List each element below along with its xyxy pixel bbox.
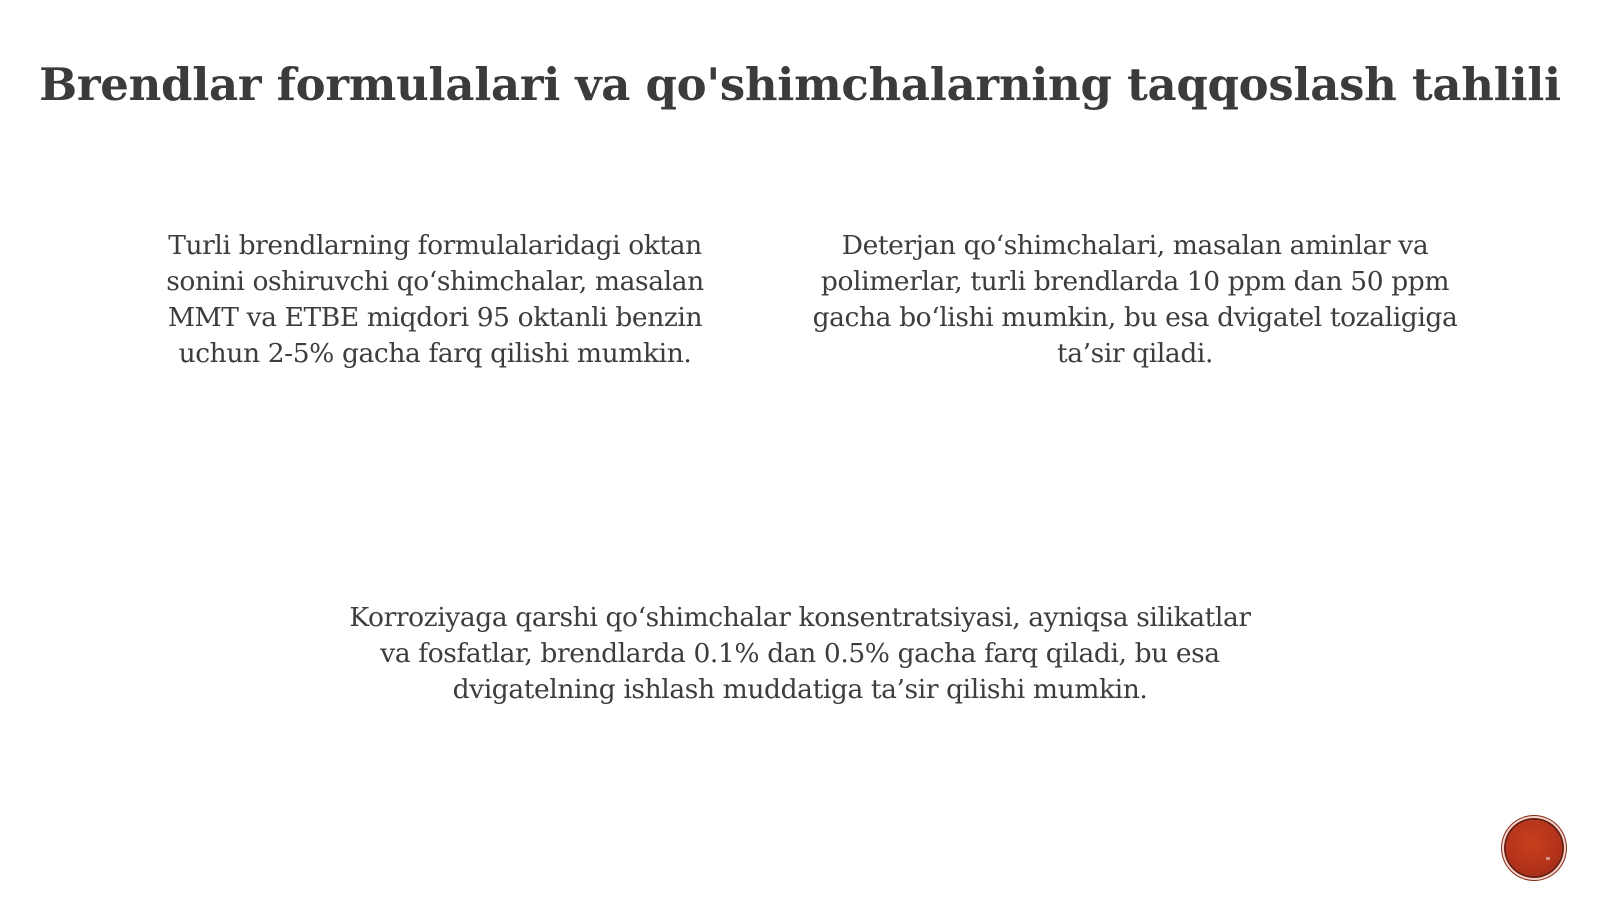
text-block-left [100, 228, 770, 372]
text-block-bottom [250, 600, 1350, 708]
text-line: sonini oshiruvchi qo‘shimchalar, masalan [166, 266, 704, 297]
text-line: dvigatelning ishlash muddatiga ta’sir qilishi mumkin. [452, 674, 1148, 705]
text-line: polimerlar, turli brendlarda 10 ppm dan 50 ppm [820, 266, 1450, 297]
text-block-right [780, 228, 1490, 372]
slide-title: Brendlar formulalari va qo'shimchalarning taqqoslash tahlili [39, 58, 1561, 111]
button-glyph-icon [1546, 857, 1550, 860]
text-line: va fosfatlar, brendlarda 0.1% dan 0.5% gacha farq qiladi, bu esa [380, 638, 1220, 669]
text-line: Korroziyaga qarshi qo‘shimchalar konsentratsiyasi, ayniqsa silikatlar [349, 602, 1251, 633]
text-line: Deterjan qo‘shimchalari, masalan aminlar va [841, 230, 1429, 261]
text-line: uchun 2-5% gacha farq qilishi mumkin. [178, 338, 692, 369]
text-line: Turli brendlarning formulalaridagi oktan [168, 230, 702, 261]
circle-button-icon[interactable] [1506, 820, 1562, 876]
text-line: MMT va ETBE miqdori 95 oktanli benzin [167, 302, 703, 333]
text-line: gacha bo‘lishi mumkin, bu esa dvigatel tozaligiga [812, 302, 1458, 333]
text-line: ta’sir qiladi. [1056, 338, 1213, 369]
